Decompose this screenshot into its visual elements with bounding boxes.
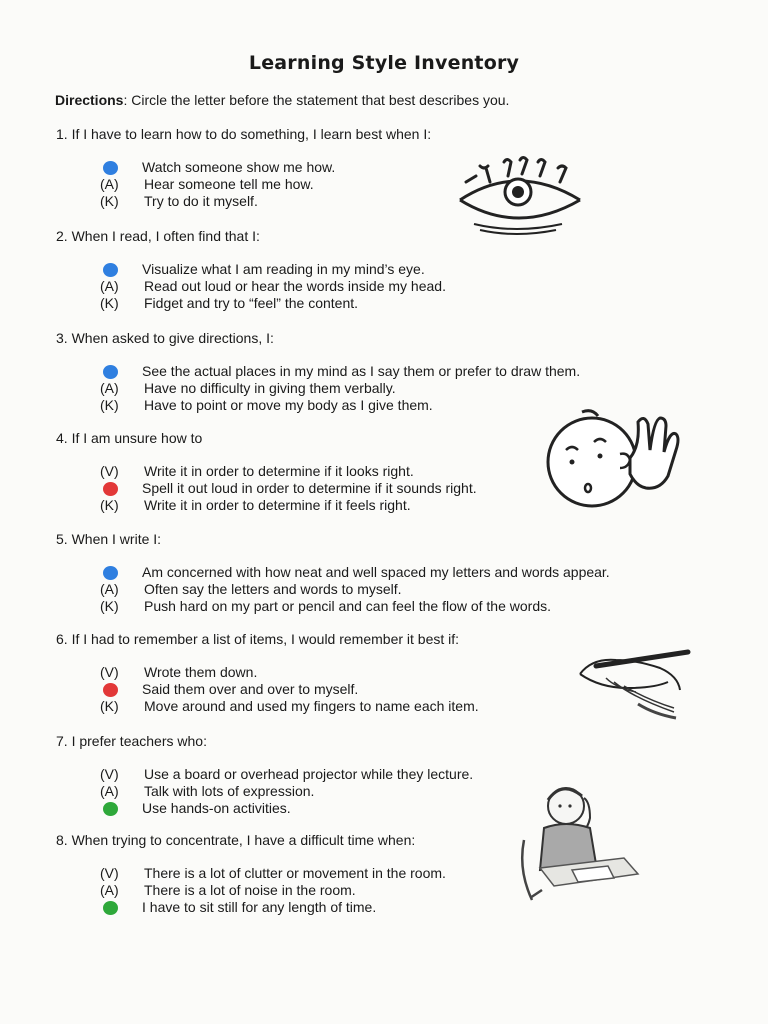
option-row: [98, 899, 446, 916]
option-letter: (V): [100, 463, 119, 479]
option-text: Hear someone tell me how.: [144, 176, 314, 192]
option-text: Fidget and try to “feel” the content.: [144, 295, 359, 311]
option-letter: (A): [100, 581, 119, 597]
circled-answer-marker: [103, 482, 118, 496]
option-text: Write it in order to determine if it looks right.: [144, 463, 414, 479]
question-6-prompt: 6. If I had to remember a list of items, I would remember it best if:: [56, 631, 460, 647]
question-1-prompt: 1. If I have to learn how to do something, I learn best when I:: [56, 126, 432, 142]
question-2-prompt: 2. When I read, I often find that I:: [56, 228, 260, 244]
option-text: Move around and used my fingers to name each item.: [144, 698, 479, 714]
option-row: [98, 480, 477, 497]
circled-answer-marker: [103, 263, 118, 277]
question-5-prompt: 5. When I write I:: [56, 531, 162, 547]
question-8-options: [98, 865, 446, 916]
option-text: Am concerned with how neat and well spaced my letters and words appear.: [142, 564, 610, 580]
question-8-prompt: 8. When trying to concentrate, I have a difficult time when:: [56, 832, 416, 848]
directions: [55, 92, 509, 108]
option-text: Said them over and over to myself.: [142, 681, 359, 697]
circled-answer-marker: [103, 901, 118, 915]
option-text: Try to do it myself.: [144, 193, 258, 209]
option-text: Often say the letters and words to myself.: [144, 581, 402, 597]
option-letter: (K): [100, 397, 119, 413]
option-text: Talk with lots of expression.: [144, 783, 315, 799]
question-4-options: [98, 463, 477, 514]
option-row: [98, 598, 610, 615]
option-text: Wrote them down.: [144, 664, 258, 680]
option-letter: (V): [100, 664, 119, 680]
option-text: See the actual places in my mind as I say them or prefer to draw them.: [142, 363, 581, 379]
option-row: [98, 564, 610, 581]
option-text: There is a lot of clutter or movement in the room.: [144, 865, 446, 881]
option-letter: (A): [100, 176, 119, 192]
question-7-options: [98, 766, 473, 817]
option-text: I have to sit still for any length of time.: [142, 899, 377, 915]
option-row: [98, 766, 473, 783]
option-letter: (K): [100, 698, 119, 714]
option-row: [98, 397, 580, 414]
option-text: Use a board or overhead projector while they lecture.: [144, 766, 474, 782]
option-letter: (A): [100, 380, 119, 396]
option-row: [98, 380, 580, 397]
option-text: Watch someone show me how.: [142, 159, 336, 175]
option-row: [98, 193, 335, 210]
question-5-options: [98, 564, 610, 615]
option-row: [98, 159, 335, 176]
directions-label: Directions: [55, 92, 124, 108]
question-6-options: [98, 664, 479, 715]
option-row: [98, 363, 580, 380]
option-row: [98, 800, 473, 817]
question-1-options: [98, 159, 335, 210]
circled-answer-marker: [103, 566, 118, 580]
option-row: [98, 681, 479, 698]
option-letter: (A): [100, 882, 119, 898]
option-letter: (K): [100, 598, 119, 614]
circled-answer-marker: [103, 683, 118, 697]
option-row: [98, 463, 477, 480]
circled-answer-marker: [103, 802, 118, 816]
option-letter: (A): [100, 783, 119, 799]
option-text: Write it in order to determine if it feels right.: [144, 497, 411, 513]
option-row: [98, 278, 446, 295]
eye-illustration: [456, 152, 586, 236]
circled-answer-marker: [103, 161, 118, 175]
question-2-options: [98, 261, 446, 312]
option-text: Visualize what I am reading in my mind’s eye.: [142, 261, 425, 277]
circled-answer-marker: [103, 365, 118, 379]
option-row: [98, 783, 473, 800]
option-text: Read out loud or hear the words inside my head.: [144, 278, 446, 294]
option-row: [98, 664, 479, 681]
option-text: There is a lot of noise in the room.: [144, 882, 356, 898]
option-row: [98, 865, 446, 882]
option-text: Use hands-on activities.: [142, 800, 291, 816]
question-3-options: [98, 363, 580, 414]
option-text: Have to point or move my body as I give them.: [144, 397, 433, 413]
option-row: [98, 698, 479, 715]
option-row: [98, 295, 446, 312]
page-title: Learning Style Inventory: [248, 52, 520, 74]
question-3-prompt: 3. When asked to give directions, I:: [56, 330, 274, 346]
question-7-prompt: 7. I prefer teachers who:: [56, 733, 207, 749]
option-letter: (K): [100, 295, 119, 311]
option-row: [98, 497, 477, 514]
option-row: [98, 261, 446, 278]
student-reading-illustration: [514, 778, 644, 918]
option-text: Have no difficulty in giving them verbally.: [144, 380, 396, 396]
listening-face-illustration: [542, 406, 680, 518]
question-4-prompt: 4. If I am unsure how to: [56, 430, 203, 446]
option-letter: (V): [100, 865, 119, 881]
option-letter: (A): [100, 278, 119, 294]
option-text: Spell it out loud in order to determine if it sounds right.: [142, 480, 477, 496]
option-letter: (K): [100, 193, 119, 209]
writing-hand-illustration: [576, 638, 694, 722]
directions-text: : Circle the letter before the statement that best describes you.: [123, 92, 510, 108]
option-text: Push hard on my part or pencil and can feel the flow of the words.: [144, 598, 552, 614]
option-row: [98, 581, 610, 598]
option-letter: (K): [100, 497, 119, 513]
option-row: [98, 176, 335, 193]
option-letter: (V): [100, 766, 119, 782]
option-row: [98, 882, 446, 899]
